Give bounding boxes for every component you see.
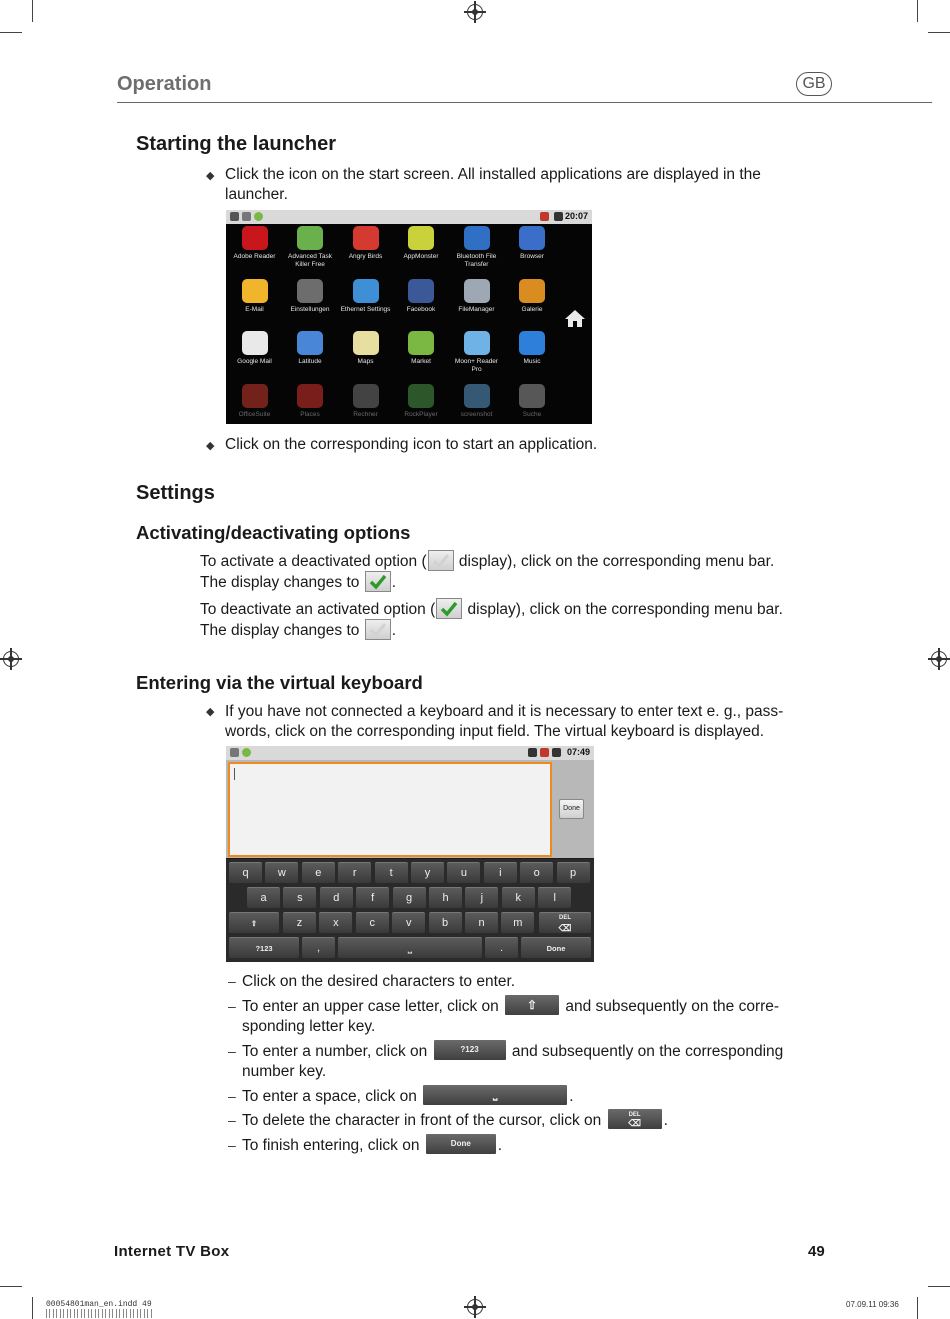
key-l[interactable]: l bbox=[538, 887, 571, 908]
step-number-a: To enter a number, click on bbox=[242, 1043, 432, 1060]
app-icon bbox=[519, 331, 545, 355]
step-upper-case-c: sponding letter key. bbox=[242, 1018, 376, 1035]
bullet-diamond-icon: ◆ bbox=[206, 440, 215, 452]
step-finish-a: To finish entering, click on bbox=[242, 1137, 424, 1154]
app-label: Advanced Task Killer Free bbox=[288, 253, 332, 268]
key-h[interactable]: h bbox=[429, 887, 462, 908]
status-time: 07:49 bbox=[566, 747, 590, 757]
step-number bbox=[242, 1042, 832, 1082]
delete-key-icon bbox=[608, 1109, 662, 1129]
done-key[interactable]: Done bbox=[521, 937, 591, 958]
step-upper-case bbox=[242, 997, 832, 1037]
battery-icon bbox=[554, 212, 563, 221]
key-a[interactable]: a bbox=[247, 887, 280, 908]
keyboard-bullet-line1: If you have not connected a keyboard and it is necessary to enter text e. g., pass- bbox=[225, 703, 784, 720]
step-delete-a: To delete the character in front of the cursor, click on bbox=[242, 1112, 606, 1129]
heading-virtual-keyboard: Entering via the virtual keyboard bbox=[136, 672, 423, 693]
app-icon bbox=[519, 384, 545, 408]
app-icon-item[interactable] bbox=[394, 331, 449, 366]
key-period[interactable]: . bbox=[485, 937, 518, 958]
crop-mark bbox=[917, 0, 918, 22]
android-icon bbox=[242, 748, 251, 757]
app-label: Google Mail bbox=[237, 358, 272, 365]
footer-product-name: Internet TV Box bbox=[114, 1243, 230, 1260]
key-u[interactable]: u bbox=[447, 862, 480, 883]
key-t[interactable]: t bbox=[375, 862, 408, 883]
app-icon bbox=[408, 331, 434, 355]
app-label: Galerie bbox=[521, 305, 543, 313]
crop-mark bbox=[928, 32, 950, 33]
keyboard-bullet bbox=[225, 702, 835, 742]
done-side-button[interactable]: Done bbox=[559, 799, 584, 819]
bluetooth-icon bbox=[528, 748, 537, 757]
checkbox-unchecked-icon bbox=[428, 550, 454, 571]
checkbox-unchecked-icon bbox=[365, 619, 391, 640]
step-delete-b: . bbox=[663, 1112, 668, 1129]
checkbox-checked-icon bbox=[365, 571, 391, 592]
shift-key[interactable]: ⇧ bbox=[229, 912, 279, 933]
activate-text-c: The display changes to bbox=[200, 574, 364, 591]
app-icon-item[interactable] bbox=[505, 331, 560, 366]
app-label: Suche bbox=[522, 410, 542, 418]
launcher-bullet-1-line2: launcher. bbox=[225, 186, 288, 203]
key-comma[interactable]: , bbox=[302, 937, 335, 958]
app-icon bbox=[242, 279, 268, 303]
android-icon bbox=[254, 212, 263, 221]
delete-key-label: DEL bbox=[628, 1112, 641, 1119]
app-icon-item[interactable] bbox=[505, 226, 560, 261]
deactivate-text-c: The display changes to bbox=[200, 622, 364, 639]
app-label: screenshot bbox=[460, 410, 493, 418]
app-icon-item[interactable] bbox=[449, 384, 504, 419]
dash-marker: – bbox=[228, 973, 236, 989]
keyboard-bullet-line2: words, click on the corresponding input field. The virtual keyboard is displayed. bbox=[225, 723, 765, 740]
crop-mark bbox=[32, 1297, 33, 1319]
app-icon bbox=[242, 226, 268, 250]
notification-icon bbox=[242, 212, 251, 221]
step-click-characters: Click on the desired characters to enter. bbox=[242, 973, 516, 990]
app-icon-item[interactable] bbox=[338, 331, 393, 366]
keyboard-screenshot bbox=[226, 746, 594, 962]
num-key-icon: ?123 bbox=[434, 1040, 506, 1060]
key-r[interactable]: r bbox=[338, 862, 371, 883]
app-label: Places bbox=[300, 410, 320, 418]
step-space-b: . bbox=[569, 1088, 574, 1105]
dash-marker: – bbox=[228, 1088, 236, 1104]
key-d[interactable]: d bbox=[320, 887, 353, 908]
battery-icon bbox=[552, 748, 561, 757]
signal-icon bbox=[540, 212, 549, 221]
registration-mark-icon bbox=[467, 4, 483, 20]
num-switch-key[interactable]: ?123 bbox=[229, 937, 299, 958]
barcode bbox=[46, 1309, 154, 1318]
app-icon bbox=[242, 331, 268, 355]
app-icon-item[interactable] bbox=[338, 279, 393, 314]
app-icon bbox=[464, 384, 490, 408]
app-icon bbox=[408, 384, 434, 408]
app-label: Adobe Reader bbox=[233, 253, 276, 260]
launcher-bullet-2: Click on the corresponding icon to start an application. bbox=[225, 436, 598, 453]
app-icon bbox=[353, 384, 379, 408]
key-m[interactable]: m bbox=[501, 912, 534, 933]
heading-activating-options: Activating/deactivating options bbox=[136, 522, 411, 543]
deactivate-text-a: To deactivate an activated option ( bbox=[200, 601, 436, 618]
app-label: Market bbox=[411, 358, 431, 365]
key-p[interactable]: p bbox=[557, 862, 590, 883]
key-e[interactable]: e bbox=[302, 862, 335, 883]
app-label: Angry Birds bbox=[348, 253, 383, 260]
key-i[interactable]: i bbox=[484, 862, 517, 883]
app-label: Einstellungen bbox=[290, 305, 330, 313]
virtual-keyboard bbox=[226, 859, 594, 962]
key-w[interactable]: w bbox=[265, 862, 298, 883]
space-key[interactable]: ⎵ bbox=[338, 937, 482, 958]
app-label: Music bbox=[523, 358, 541, 365]
app-label: Browser bbox=[520, 253, 544, 260]
key-g[interactable]: g bbox=[393, 887, 426, 908]
language-badge: GB bbox=[796, 72, 832, 96]
app-icon-item[interactable] bbox=[283, 226, 338, 269]
step-upper-case-a: To enter an upper case letter, click on bbox=[242, 998, 504, 1015]
key-q[interactable]: q bbox=[229, 862, 262, 883]
app-label: AppMonster bbox=[403, 253, 439, 260]
key-v[interactable]: v bbox=[392, 912, 425, 933]
delete-key[interactable] bbox=[539, 912, 591, 933]
app-icon-item[interactable] bbox=[338, 384, 393, 419]
activate-paragraph bbox=[200, 551, 840, 593]
app-icon-item[interactable] bbox=[394, 384, 449, 419]
app-icon-item[interactable] bbox=[394, 279, 449, 314]
page-number: 49 bbox=[808, 1243, 825, 1260]
launcher-bullet-1 bbox=[225, 165, 825, 205]
notification-icon bbox=[230, 748, 239, 757]
bullet-diamond-icon: ◆ bbox=[206, 706, 215, 718]
app-label: Latitude bbox=[298, 358, 322, 365]
key-b[interactable]: b bbox=[429, 912, 462, 933]
app-label: Moon+ Reader Pro bbox=[454, 358, 499, 373]
app-icon-item[interactable] bbox=[283, 384, 338, 419]
app-label: Rechner bbox=[353, 410, 378, 418]
app-icon-item[interactable] bbox=[227, 226, 282, 261]
app-icon-item[interactable] bbox=[505, 279, 560, 314]
app-icon bbox=[297, 279, 323, 303]
crop-mark bbox=[917, 1297, 918, 1319]
app-icon bbox=[408, 226, 434, 250]
header-rule bbox=[117, 102, 932, 103]
app-icon bbox=[353, 279, 379, 303]
key-k[interactable]: k bbox=[502, 887, 535, 908]
key-z[interactable]: z bbox=[283, 912, 316, 933]
app-icon-item[interactable] bbox=[449, 226, 504, 269]
step-space-a: To enter a space, click on bbox=[242, 1088, 422, 1105]
app-icon bbox=[297, 384, 323, 408]
app-icon-item[interactable] bbox=[283, 331, 338, 366]
app-icon-item[interactable] bbox=[227, 384, 282, 419]
activate-text-d: . bbox=[391, 574, 397, 591]
shift-key-icon: ⇧ bbox=[505, 995, 559, 1015]
space-key-icon: ⎵ bbox=[423, 1085, 567, 1105]
step-number-c: number key. bbox=[242, 1063, 327, 1080]
app-icon-item[interactable] bbox=[338, 226, 393, 261]
app-icon bbox=[464, 331, 490, 355]
backspace-glyph: ⌫ bbox=[558, 923, 572, 933]
section-header-title: Operation bbox=[117, 73, 212, 95]
registration-mark-icon bbox=[467, 1299, 483, 1315]
dash-marker: – bbox=[228, 1043, 236, 1059]
app-icon bbox=[353, 331, 379, 355]
key-o[interactable]: o bbox=[520, 862, 553, 883]
bullet-diamond-icon: ◆ bbox=[206, 170, 215, 182]
app-icon bbox=[297, 226, 323, 250]
heading-settings: Settings bbox=[136, 482, 215, 504]
signal-icon bbox=[540, 748, 549, 757]
dash-marker: – bbox=[228, 998, 236, 1014]
app-label: Bluetooth File Transfer bbox=[456, 253, 497, 268]
activate-text-b: display), click on the corresponding menu bar. bbox=[454, 553, 775, 570]
app-icon-item[interactable] bbox=[449, 331, 504, 374]
app-icon bbox=[519, 279, 545, 303]
done-key-icon: Done bbox=[426, 1134, 496, 1154]
app-label: Ethernet Settings bbox=[340, 305, 391, 313]
launcher-screenshot bbox=[226, 210, 592, 424]
print-slug-file: 00054801man_en.indd 49 bbox=[46, 1300, 152, 1309]
app-icon-item[interactable] bbox=[449, 279, 504, 314]
text-input-field[interactable] bbox=[228, 762, 552, 857]
app-label: RockPlayer bbox=[404, 410, 438, 418]
registration-mark-icon bbox=[931, 651, 947, 667]
key-x[interactable]: x bbox=[319, 912, 352, 933]
checkbox-checked-icon bbox=[436, 598, 462, 619]
app-icon-item[interactable] bbox=[394, 226, 449, 261]
status-bar bbox=[226, 746, 594, 760]
app-label: Facebook bbox=[406, 305, 436, 313]
key-f[interactable]: f bbox=[356, 887, 389, 908]
crop-mark bbox=[0, 1286, 22, 1287]
step-delete bbox=[242, 1111, 832, 1131]
key-j[interactable]: j bbox=[465, 887, 498, 908]
step-finish-b: . bbox=[497, 1137, 503, 1154]
deactivate-text-d: . bbox=[391, 622, 397, 639]
deactivate-text-b: display), click on the corresponding menu bar. bbox=[463, 601, 783, 618]
notification-icon bbox=[230, 212, 239, 221]
crop-mark bbox=[0, 32, 22, 33]
step-number-b: and subsequently on the corresponding bbox=[507, 1043, 784, 1060]
key-y[interactable]: y bbox=[411, 862, 444, 883]
key-s[interactable]: s bbox=[283, 887, 316, 908]
home-icon[interactable] bbox=[564, 308, 586, 328]
key-c[interactable]: c bbox=[356, 912, 389, 933]
app-icon bbox=[519, 226, 545, 250]
launcher-bullet-1-line1: Click the icon on the start screen. All installed applications are displayed in the bbox=[225, 166, 761, 183]
app-icon bbox=[464, 279, 490, 303]
deactivate-paragraph bbox=[200, 599, 840, 641]
dash-marker: – bbox=[228, 1112, 236, 1128]
app-icon-item[interactable] bbox=[283, 279, 338, 314]
app-icon bbox=[408, 279, 434, 303]
registration-mark-icon bbox=[3, 651, 19, 667]
dash-marker: – bbox=[228, 1137, 236, 1153]
app-icon bbox=[242, 384, 268, 408]
crop-mark bbox=[928, 1286, 950, 1287]
app-icon bbox=[464, 226, 490, 250]
app-label: FileManager bbox=[458, 305, 495, 313]
activate-text-a: To activate a deactivated option ( bbox=[200, 553, 427, 570]
status-time: 20:07 bbox=[564, 211, 588, 221]
backspace-glyph: ⌫ bbox=[628, 1118, 641, 1129]
step-upper-case-b: and subsequently on the corre- bbox=[561, 998, 780, 1015]
heading-starting-launcher: Starting the launcher bbox=[136, 133, 337, 155]
print-slug-date: 07.09.11 09:36 bbox=[846, 1300, 899, 1309]
delete-key-label: DEL bbox=[559, 915, 571, 921]
step-space bbox=[242, 1087, 832, 1107]
app-icon bbox=[353, 226, 379, 250]
status-bar bbox=[226, 210, 592, 224]
app-label: OfficeSuite bbox=[238, 410, 271, 418]
key-n[interactable]: n bbox=[465, 912, 498, 933]
app-icon bbox=[297, 331, 323, 355]
app-label: E-Mail bbox=[245, 305, 264, 313]
text-entry-area bbox=[226, 760, 594, 858]
app-icon-item[interactable] bbox=[505, 384, 560, 419]
text-caret bbox=[234, 768, 235, 780]
step-finish bbox=[242, 1136, 832, 1156]
app-label: Maps bbox=[357, 358, 374, 365]
crop-mark bbox=[32, 0, 33, 22]
app-icon-item[interactable] bbox=[227, 331, 282, 366]
app-icon-item[interactable] bbox=[227, 279, 282, 314]
